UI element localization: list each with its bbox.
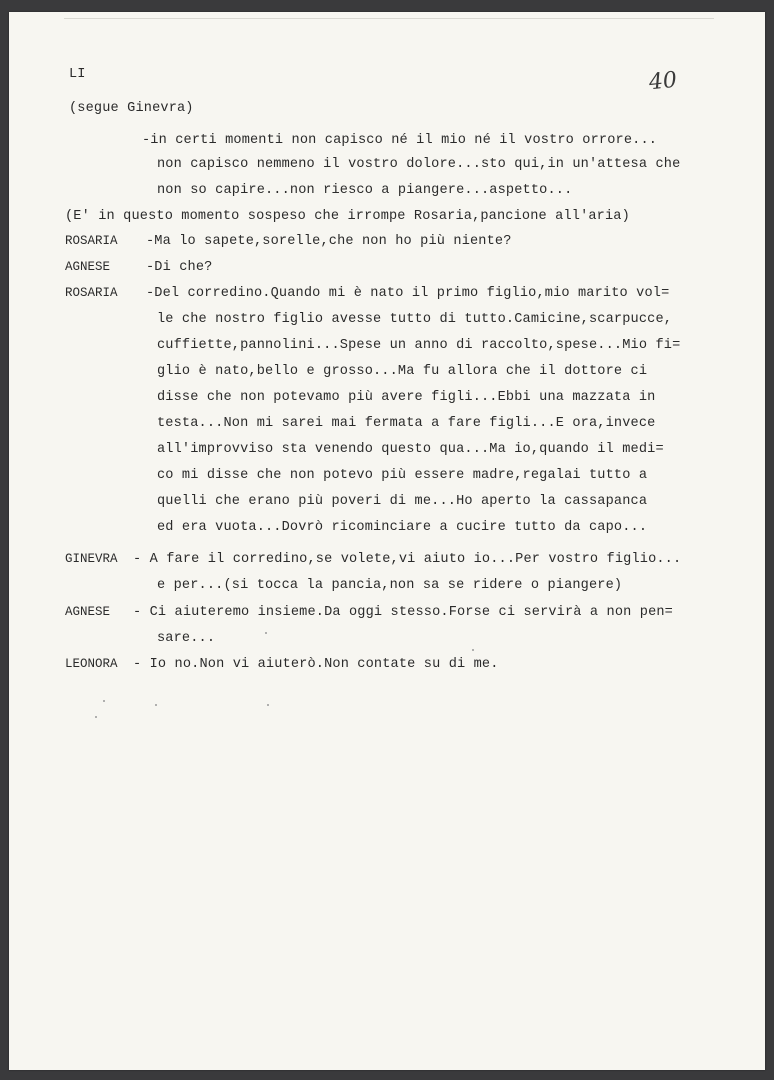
handwritten-folio-number: 40 xyxy=(647,67,679,96)
dialogue-line: all'improvviso sta venendo questo qua...Ma io,quando il medi= xyxy=(157,442,664,457)
scan-speck xyxy=(472,649,474,651)
dialogue-line: ed era vuota...Dovrò ricominciare a cucire tutto da capo... xyxy=(157,520,648,535)
dialogue-line: co mi disse che non potevo più essere madre,regalai tutto a xyxy=(157,468,648,483)
scan-speck xyxy=(95,716,97,718)
scan-speck xyxy=(265,632,267,634)
dialogue-line: testa...Non mi sarei mai fermata a fare figli...E ora,invece xyxy=(157,416,656,431)
dialogue-line: glio è nato,bello e grosso...Ma fu allora che il dottore ci xyxy=(157,364,648,379)
dialogue-line: - Io no.Non vi aiuterò.Non contate su di me. xyxy=(133,657,499,672)
stage-direction: (segue Ginevra) xyxy=(69,101,194,116)
dialogue-line: -in certi momenti non capisco né il mio né il vostro orrore... xyxy=(142,133,658,148)
dialogue-line: e per...(si tocca la pancia,non sa se ridere o piangere) xyxy=(157,578,623,593)
speaker-agnese: AGNESE xyxy=(65,260,111,274)
dialogue-line: - Ci aiuteremo insieme.Da oggi stesso.Forse ci servirà a non pen= xyxy=(133,605,673,620)
scan-speck xyxy=(103,700,105,702)
speaker-rosaria: ROSARIA xyxy=(65,234,118,248)
stage-direction: (E' in questo momento sospeso che irrompe Rosaria,pancione all'aria) xyxy=(65,209,630,224)
dialogue-line: sare... xyxy=(157,631,216,646)
dialogue-line: - A fare il corredino,se volete,vi aiuto io...Per vostro figlio... xyxy=(133,552,682,567)
dialogue-line: -Di che? xyxy=(146,260,213,275)
dialogue-line: -Ma lo sapete,sorelle,che non ho più niente? xyxy=(146,234,512,249)
top-edge-line xyxy=(64,18,714,19)
document-page xyxy=(9,12,765,1070)
scan-speck xyxy=(267,704,269,706)
page-label: LI xyxy=(69,67,86,82)
speaker-ginevra: GINEVRA xyxy=(65,552,118,566)
dialogue-line: non capisco nemmeno il vostro dolore...sto qui,in un'attesa che xyxy=(157,157,681,172)
dialogue-line: disse che non potevamo più avere figli...Ebbi una mazzata in xyxy=(157,390,656,405)
dialogue-line: non so capire...non riesco a piangere...aspetto... xyxy=(157,183,573,198)
dialogue-line: le che nostro figlio avesse tutto di tutto.Camicine,scarpucce, xyxy=(157,312,673,327)
dialogue-line: quelli che erano più poveri di me...Ho aperto la cassapanca xyxy=(157,494,648,509)
speaker-agnese: AGNESE xyxy=(65,605,111,619)
speaker-rosaria: ROSARIA xyxy=(65,286,118,300)
scan-speck xyxy=(155,704,157,706)
dialogue-line: -Del corredino.Quando mi è nato il primo figlio,mio marito vol= xyxy=(146,286,670,301)
dialogue-line: cuffiette,pannolini...Spese un anno di raccolto,spese...Mio fi= xyxy=(157,338,681,353)
speaker-leonora: LEONORA xyxy=(65,657,118,671)
